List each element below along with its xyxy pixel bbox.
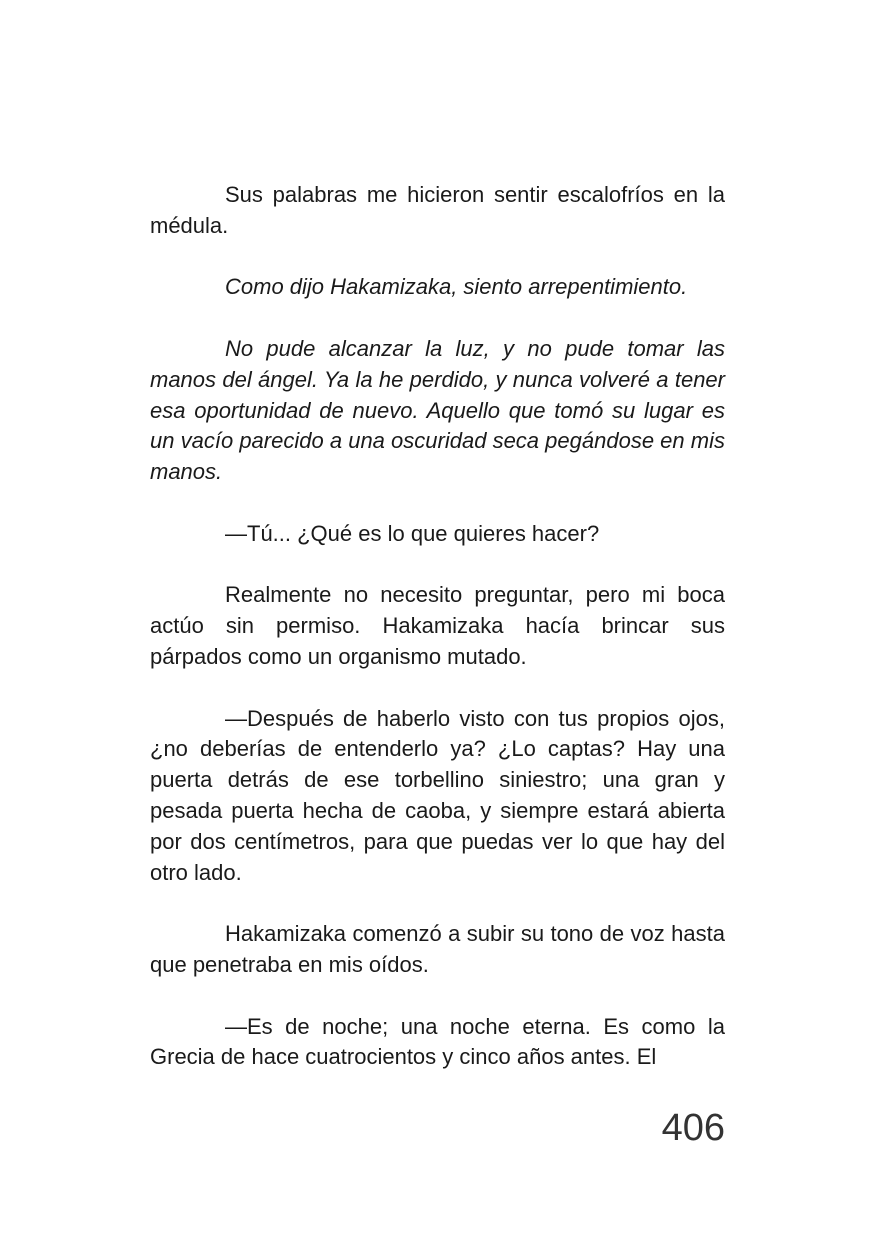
- page-body: [150, 180, 725, 1073]
- page-number: 406: [661, 1107, 725, 1149]
- paragraph: No pude alcanzar la luz, y no pude tomar las manos del ángel. Ya la he perdido, y nunca volveré a tener esa oportunidad de nuevo. Aquello que tomó su lugar es un vacío parecido a una oscuridad seca pegándose en mis manos.: [150, 335, 725, 485]
- paragraph: —Es de noche; una noche eterna. Es como la Grecia de hace cuatrocientos y cinco años antes. El: [150, 1013, 725, 1070]
- paragraph: —Tú... ¿Qué es lo que quieres hacer?: [225, 520, 600, 546]
- paragraph: —Después de haberlo visto con tus propios ojos, ¿no deberías de entenderlo ya? ¿Lo captas? Hay una puerta detrás de ese torbellino siniestro; una gran y pesada puerta hecha de caoba, y siempre estará abierta por dos centímetros, para que puedas ver lo que hay del otro lado.: [150, 705, 725, 885]
- paragraph: Realmente no necesito preguntar, pero mi boca actúo sin permiso. Hakamizaka hacía brincar sus párpados como un organismo mutado.: [150, 582, 725, 669]
- paragraph: Sus palabras me hicieron sentir escalofríos en la médula.: [150, 182, 725, 238]
- paragraph: Hakamizaka comenzó a subir su tono de voz hasta que penetraba en mis oídos.: [150, 921, 725, 977]
- paragraph: Como dijo Hakamizaka, siento arrepentimiento.: [225, 274, 688, 300]
